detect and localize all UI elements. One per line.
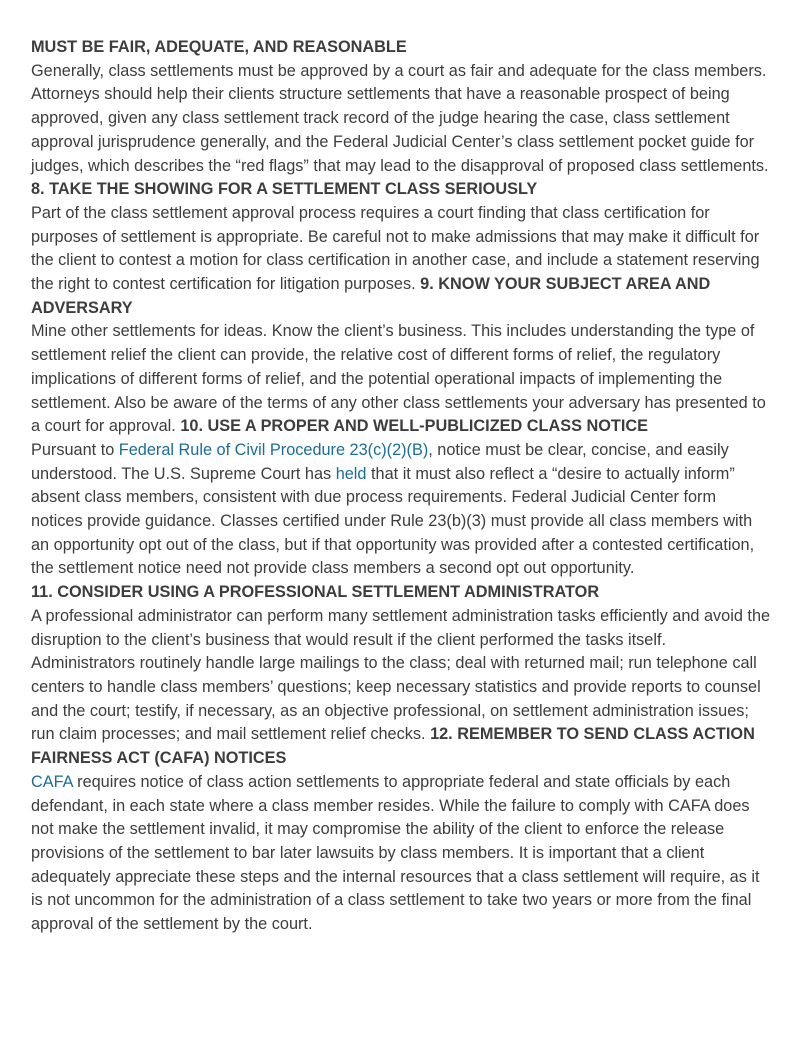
link-held[interactable]: held	[335, 464, 367, 483]
section-heading-settlement-class: 8. TAKE THE SHOWING FOR A SETTLEMENT CLASS SERIOUSLY	[31, 180, 538, 199]
paragraph-fair-adequate	[31, 36, 771, 937]
section-heading-administrator: 11. CONSIDER USING A PROFESSIONAL SETTLEMENT ADMINISTRATOR	[31, 583, 600, 602]
link-federal-rule-23[interactable]: Federal Rule of Civil Procedure 23(c)(2)(B)	[118, 440, 429, 459]
section-heading-fair-adequate: MUST BE FAIR, ADEQUATE, AND REASONABLE	[31, 38, 407, 56]
section-text-subject-area: Mine other settlements for ideas. Know the client’s business. This includes understanding the type of settlement relief the client can provide, the relative cost of different forms of relief, the regulatory implications of different forms of relief, and the potential operational impacts of implementing the settlement. Also be aware of the terms of any other class settlements your adversary has presented to a court for approval.	[31, 322, 766, 436]
article-body	[31, 36, 771, 937]
section-text-administrator: A professional administrator can perform many settlement administration tasks efficiently and avoid the disruption to the client’s business that would result if the client performed the tasks itself. Administrators routinely handle large mailings to the class; deal with returned mail; run telephone call centers to handle class members’ questions; keep necessary statistics and provide reports to counsel and the court; testify, if necessary, as an objective professional, on settlement administration issues; run claim processes; and mail settlement relief checks.	[31, 606, 771, 744]
link-cafa[interactable]: CAFA	[31, 772, 73, 791]
section-text-fair-adequate: Generally, class settlements must be approved by a court as fair and adequate for the class members. Attorneys should help their clients structure settlements that have a reasonable prospect of being approved, given any class settlement track record of the judge hearing the case, class settlement approval jurisprudence generally, and the Federal Judicial Center’s class settlement pocket guide for judges, which describes the “red flags” that may lead to the disapproval of proposed class settlements.	[31, 61, 769, 175]
section-text-class-notice-a: Pursuant to	[31, 440, 119, 459]
section-heading-class-notice: 10. USE A PROPER AND WELL-PUBLICIZED CLASS NOTICE	[180, 417, 649, 436]
section-text-settlement-class: Part of the class settlement approval process requires a court finding that class certification for purposes of settlement is appropriate. Be careful not to make admissions that may make it difficult for the client to contest a motion for class certification in another case, and include a statement reserving the right to contest certification for litigation purposes.	[31, 203, 760, 294]
section-text-class-notice-c: that it must also reflect a “desire to actually inform” absent class members, consistent with due process requirements. Federal Judicial Center form notices provide guidance. Classes certified under Rule 23(b)(3) must provide all class members with an opportunity opt out of the class, but if that opportunity was provided after a contested certification, the settlement notice need not provide class members a second opt out opportunity.	[31, 464, 755, 578]
section-text-class-notice-b: , notice must be clear, concise, and easily understood. The U.S. Supreme Court has	[31, 440, 729, 483]
section-heading-cafa: 12. REMEMBER TO SEND CLASS ACTION FAIRNESS ACT (CAFA) NOTICES	[31, 725, 755, 768]
section-text-cafa: requires notice of class action settlements to appropriate federal and state officials by each defendant, in each state where a class member resides. While the failure to comply with CAFA does not make the settlement invalid, it may compromise the ability of the client to enforce the release provisions of the settlement to bar later lawsuits by class members. It is important that a client adequately appreciate these steps and the internal resources that a class settlement will require, as it is not uncommon for the administration of a class settlement to take two years or more from the final approval of the settlement by the court.	[31, 772, 760, 934]
section-heading-subject-area: 9. KNOW YOUR SUBJECT AREA AND ADVERSARY	[31, 275, 711, 317]
